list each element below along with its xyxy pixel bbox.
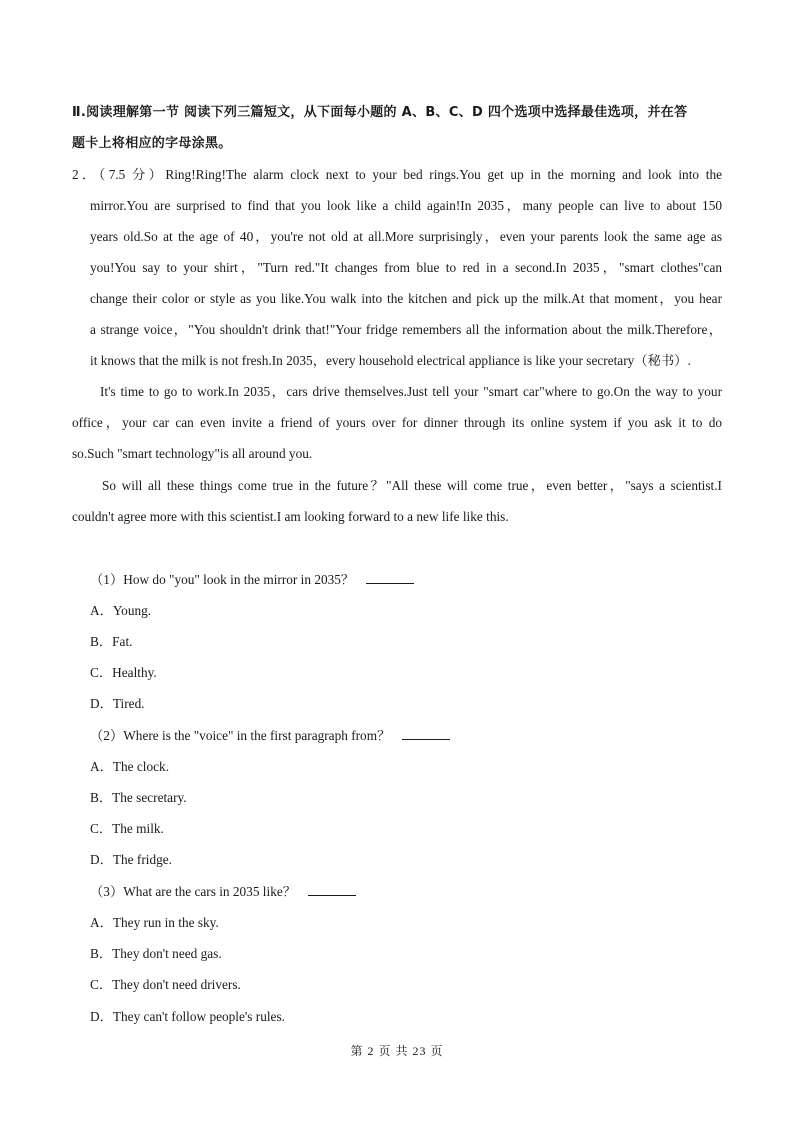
passage-line: 2．（7.5 分）Ring!Ring!The alarm clock next to your bed rings.You get up in the morning and look into the: [72, 167, 722, 182]
passage-line: years old.So at the age of 40，you're not old at all.More surprisingly，even your parents look the same age as: [90, 229, 722, 244]
question-2-stem: [90, 726, 450, 746]
passage-line: so.Such "smart technology"is all around you.: [72, 446, 313, 461]
question-1-option-c[interactable]: C．Healthy.: [90, 665, 157, 680]
passage-line: couldn't agree more with this scientist.I am looking forward to a new life like this.: [72, 509, 509, 524]
question-2-option-d[interactable]: D．The fridge.: [90, 852, 172, 867]
question-1-text: （1）How do "you" look in the mirror in 2035？: [90, 572, 355, 587]
question-2-option-b[interactable]: B．The secretary.: [90, 790, 187, 805]
section-header-line-1: Ⅱ.阅读理解第一节 阅读下列三篇短文，从下面每小题的 A、B、C、D 四个选项中选择最佳选项，并在答: [72, 105, 688, 120]
question-1-option-d[interactable]: D．Tired.: [90, 696, 145, 711]
question-2-option-a[interactable]: A．The clock.: [90, 759, 170, 774]
question-2-option-c[interactable]: C．The milk.: [90, 821, 164, 836]
answer-blank[interactable]: [366, 571, 414, 584]
passage-line: it knows that the milk is not fresh.In 2035，every household electrical appliance is like your secretary（秘书）.: [90, 353, 691, 368]
question-2-text: （2）Where is the "voice" in the first paragraph from？: [90, 728, 391, 743]
passage-line: It's time to go to work.In 2035，cars drive themselves.Just tell your "smart car"where to go.On the way to your: [100, 384, 722, 399]
answer-blank[interactable]: [402, 727, 450, 740]
passage-line: office，your car can even invite a friend of yours over for dinner through its online system if you ask it to do: [72, 415, 722, 430]
question-1-stem: [90, 570, 414, 590]
question-3-stem: [90, 882, 356, 902]
section-header-line-2: 题卡上将相应的字母涂黑。: [72, 136, 232, 151]
answer-blank[interactable]: [308, 883, 356, 896]
passage-line: you!You say to your shirt，"Turn red."It changes from blue to red in a second.In 2035，"smart clothes"can: [90, 260, 722, 275]
question-3-option-c[interactable]: C．They don't need drivers.: [90, 977, 241, 992]
passage-line: mirror.You are surprised to find that you look like a child again!In 2035，many people can live to about 150: [90, 198, 722, 213]
passage-line: change their color or style as you like.You walk into the kitchen and pick up the milk.At that moment，you hear: [90, 291, 722, 306]
page-number-footer: 第 2 页 共 23 页: [350, 1044, 444, 1058]
question-3-text: （3）What are the cars in 2035 like？: [90, 884, 297, 899]
question-1-option-b[interactable]: B．Fat.: [90, 634, 133, 649]
question-1-option-a[interactable]: A．Young.: [90, 603, 152, 618]
passage-line: a strange voice，"You shouldn't drink that!"Your fridge remembers all the information about the milk.Therefore，: [90, 322, 722, 337]
passage-line: So will all these things come true in the future？"All these will come true，even better，"says a scientist.I: [102, 478, 722, 493]
question-3-option-b[interactable]: B．They don't need gas.: [90, 946, 222, 961]
question-3-option-a[interactable]: A．They run in the sky.: [90, 915, 219, 930]
question-3-option-d[interactable]: D．They can't follow people's rules.: [90, 1009, 285, 1024]
